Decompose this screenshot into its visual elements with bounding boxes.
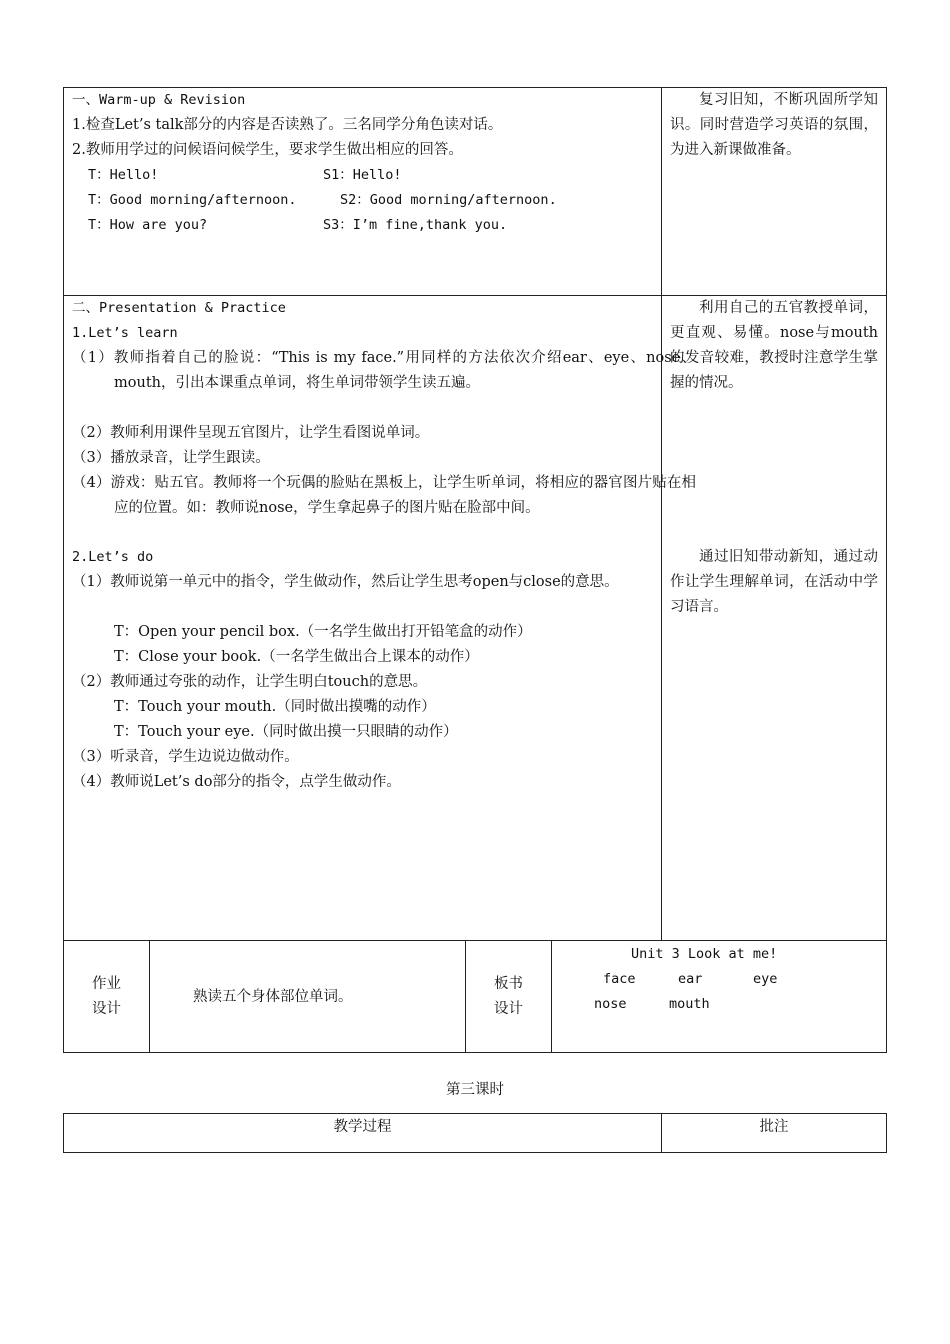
- do-step: （1）教师说第一单元中的指令，学生做动作，然后让学生思考open与close的意思。: [72, 574, 619, 590]
- learn-step: （2）教师利用课件呈现五官图片，让学生看图说单词。: [72, 425, 430, 441]
- board-label: 设计: [494, 1001, 523, 1017]
- board-word: nose: [594, 996, 627, 1012]
- learn-step: （3）播放录音，让学生跟读。: [72, 450, 270, 466]
- dialog-student: S2：Good morning/afternoon.: [340, 192, 557, 208]
- table-divider: [149, 940, 150, 1053]
- board-word: mouth: [669, 996, 710, 1012]
- section-heading: 一、Warm-up & Revision: [72, 92, 246, 108]
- learn-step: （4）游戏：贴五官。教师将一个玩偶的脸贴在黑板上，让学生听单词，将相应的器官图片贴在相应的位置。如：教师说nose，学生拿起鼻子的图片贴在脸部中间。: [72, 475, 696, 516]
- margin-note: 利用自己的五官教授单词，更直观、易懂。nose与mouth的发音较难，教授时注意学生掌握的情况。: [670, 300, 878, 391]
- do-example: T：Open your pencil box.（一名学生做出打开铅笔盒的动作）: [114, 624, 532, 640]
- section-heading: 二、Presentation & Practice: [72, 300, 286, 316]
- subsection-title: 2.Let’s do: [72, 549, 154, 565]
- subsection-title: 1.Let’s learn: [72, 325, 178, 341]
- dialog-teacher: T：Hello!: [88, 167, 159, 183]
- board-word: ear: [678, 971, 703, 987]
- margin-note: 复习旧知，不断巩固所学知识。同时营造学习英语的氛围，为进入新课做准备。: [670, 92, 878, 158]
- row-divider: [63, 940, 887, 941]
- dialog-teacher: T：How are you?: [88, 217, 208, 233]
- do-step: （3）听录音，学生边说边做动作。: [72, 749, 299, 765]
- board-word: face: [603, 971, 636, 987]
- margin-note: 通过旧知带动新知，通过动作让学生理解单词，在活动中学习语言。: [670, 549, 878, 615]
- step-text: 2.教师用学过的问候语问候学生，要求学生做出相应的回答。: [72, 142, 463, 158]
- board-title: Unit 3 Look at me!: [631, 946, 778, 962]
- board-label: 板书: [494, 976, 523, 992]
- column-header-process: 教学过程: [333, 1119, 392, 1135]
- homework-label: 设计: [92, 1001, 121, 1017]
- homework-label: 作业: [92, 976, 121, 992]
- table-divider: [551, 940, 552, 1053]
- do-step: （2）教师通过夸张的动作，让学生明白touch的意思。: [72, 674, 428, 690]
- do-example: T：Touch your mouth.（同时做出摸嘴的动作）: [114, 699, 436, 715]
- dialog-student: S3：I’m fine,thank you.: [323, 217, 508, 233]
- learn-step: （1）教师指着自己的脸说：“This is my face.”用同样的方法依次介绍ear、eye、nose、mouth，引出本课重点单词，将生单词带领学生读五遍。: [72, 350, 696, 391]
- column-header-notes: 批注: [759, 1119, 789, 1135]
- step-text: 1.检查Let’s talk部分的内容是否读熟了。三名同学分角色读对话。: [72, 117, 503, 133]
- homework-content: 熟读五个身体部位单词。: [193, 989, 353, 1005]
- lesson-title: 第三课时: [446, 1082, 504, 1098]
- do-example: T：Close your book.（一名学生做出合上课本的动作）: [114, 649, 479, 665]
- do-step: （4）教师说Let’s do部分的指令，点学生做动作。: [72, 774, 401, 790]
- do-example: T：Touch your eye.（同时做出摸一只眼睛的动作）: [114, 724, 458, 740]
- board-word: eye: [753, 971, 778, 987]
- dialog-teacher: T：Good morning/afternoon.: [88, 192, 297, 208]
- dialog-student: S1：Hello!: [323, 167, 402, 183]
